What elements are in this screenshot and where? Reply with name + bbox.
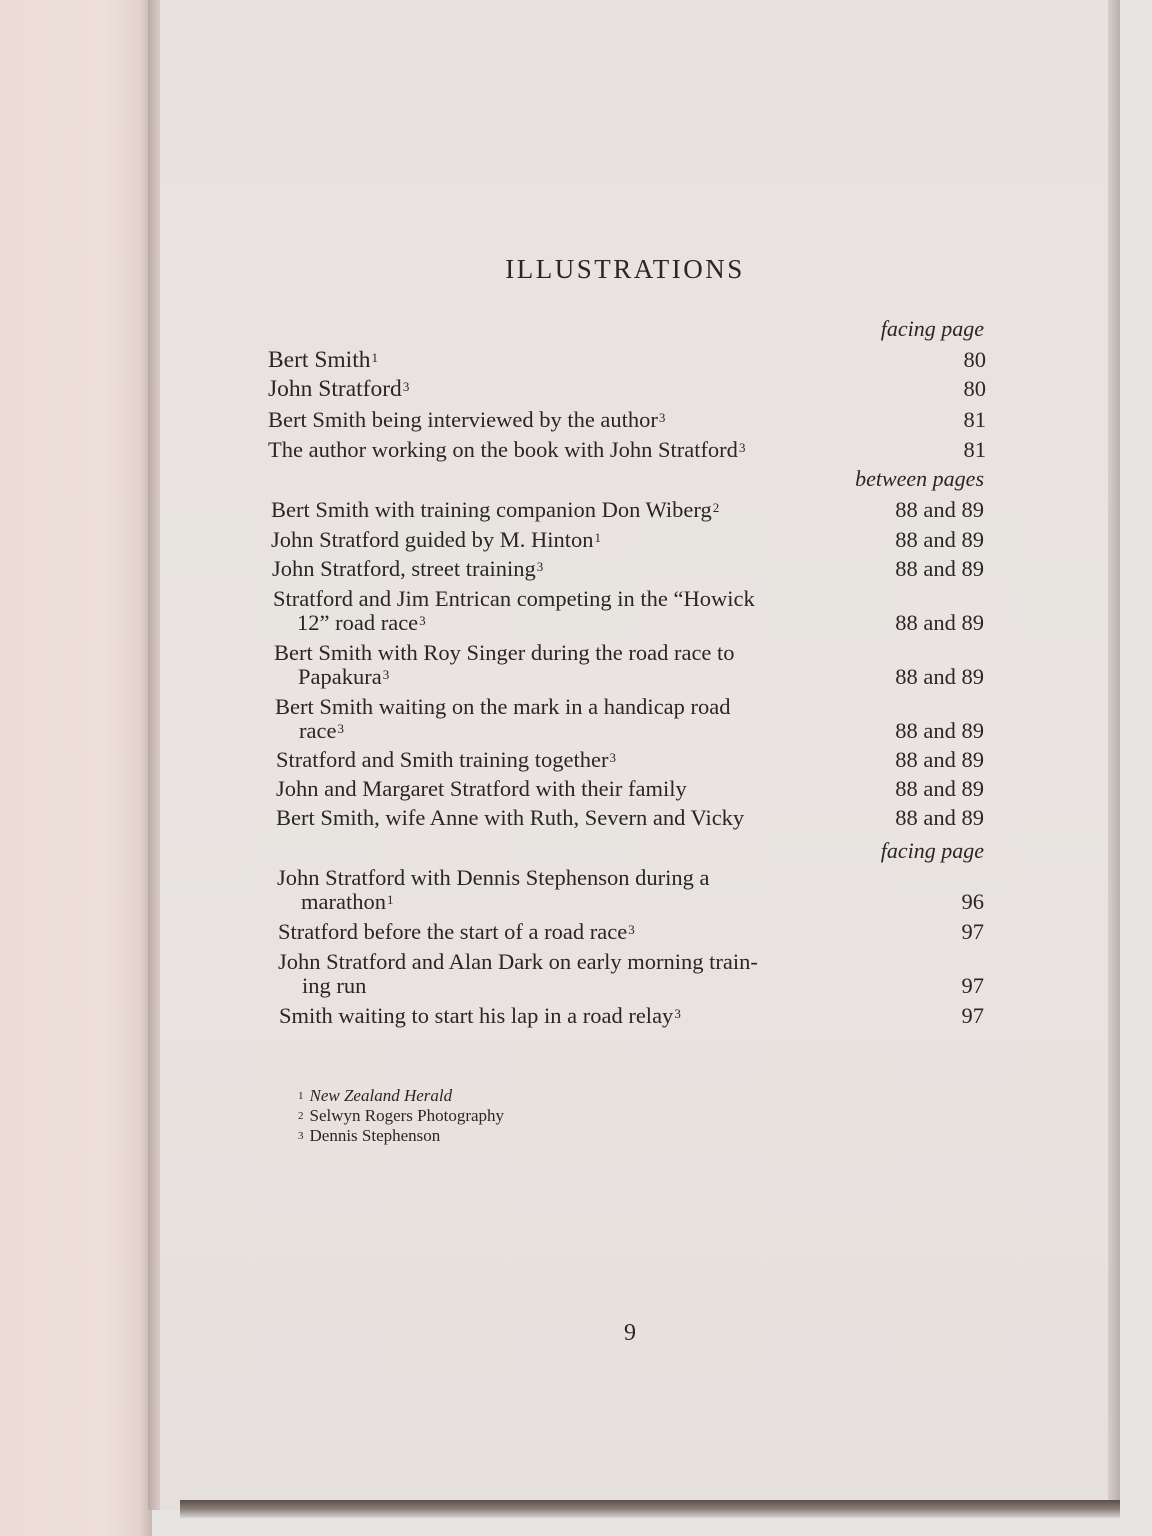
footnote-ref: 3 xyxy=(609,750,616,765)
footnote-ref: 3 xyxy=(738,440,746,455)
footnote xyxy=(298,1126,504,1146)
footnote-ref: 1 xyxy=(371,350,378,365)
entry-title: Stratford and Smith training together xyxy=(276,747,609,772)
entry-title-continued: ing run xyxy=(302,973,367,998)
page-title: ILLUSTRATIONS xyxy=(505,254,745,284)
footnotes xyxy=(298,1086,504,1146)
footnote-text: Selwyn Rogers Photography xyxy=(309,1106,505,1125)
entry-page: 88 and 89 xyxy=(895,776,984,801)
list-item xyxy=(277,866,984,914)
list-item xyxy=(271,528,984,552)
entry-page: 88 and 89 xyxy=(895,610,984,635)
entry-page: 88 and 89 xyxy=(895,556,984,581)
entry-title-continued: marathon xyxy=(301,889,386,914)
page-bottom-shadow xyxy=(180,1500,1120,1518)
list-item xyxy=(273,587,984,635)
entry-page: 81 xyxy=(963,437,986,462)
list-item xyxy=(272,557,984,581)
entry-page: 97 xyxy=(961,919,984,944)
entry-page: 88 and 89 xyxy=(895,805,984,830)
footnote-ref: 3 xyxy=(337,721,344,736)
footnote-ref: 1 xyxy=(386,892,394,907)
left-page xyxy=(0,0,152,1536)
entry-title: Stratford before the start of a road race xyxy=(278,919,628,944)
entry-page: 88 and 89 xyxy=(895,497,984,522)
entry-title: The author working on the book with John Stratford xyxy=(268,437,738,462)
entry-title: John and Margaret Stratford with their family xyxy=(276,776,687,801)
footnote-ref: 3 xyxy=(536,559,544,574)
footnote-number: 2 xyxy=(298,1110,304,1122)
footnote-ref: 3 xyxy=(382,667,390,682)
entry-title: Bert Smith, wife Anne with Ruth, Severn and Vicky xyxy=(276,805,745,830)
list-item xyxy=(276,777,984,801)
footnote-ref: 3 xyxy=(658,410,666,425)
list-item xyxy=(276,748,984,772)
entry-title: John Stratford, street training xyxy=(272,556,536,581)
list-item xyxy=(274,641,984,689)
list-item xyxy=(268,438,986,462)
entry-page: 88 and 89 xyxy=(895,718,984,743)
footnote-text: New Zealand Herald xyxy=(309,1086,453,1105)
entry-title: John Stratford xyxy=(268,376,402,402)
list-item xyxy=(278,950,984,998)
entry-title-continued: race xyxy=(299,718,337,743)
footnote-number: 1 xyxy=(298,1090,304,1102)
footnote-number: 3 xyxy=(298,1130,304,1142)
entry-page: 88 and 89 xyxy=(895,664,984,689)
entry-title: Bert Smith being interviewed by the author xyxy=(268,407,658,432)
entry-title: Bert Smith with training companion Don Wiberg xyxy=(271,497,712,522)
list-item xyxy=(278,920,984,944)
entry-page: 88 and 89 xyxy=(895,527,984,552)
entry-title: Bert Smith waiting on the mark in a handicap road xyxy=(275,694,731,719)
entry-title-continued: 12” road race xyxy=(297,610,419,635)
footnote-ref: 2 xyxy=(712,500,720,515)
entry-page: 81 xyxy=(963,407,986,432)
footnote-ref: 3 xyxy=(674,1006,681,1021)
footnote-text: Dennis Stephenson xyxy=(309,1126,441,1145)
entry-page: 88 and 89 xyxy=(895,747,984,772)
entry-title: John Stratford guided by M. Hinton xyxy=(271,527,594,552)
footnote-ref: 1 xyxy=(594,530,601,545)
list-item xyxy=(279,1004,984,1028)
entry-title: Bert Smith xyxy=(268,347,371,373)
entry-page: 80 xyxy=(963,376,986,401)
page-number: 9 xyxy=(624,1320,636,1346)
page-edge xyxy=(1108,0,1120,1510)
footnote-ref: 3 xyxy=(628,922,635,937)
facing-page-header: facing page xyxy=(880,316,984,341)
entry-title: John Stratford and Alan Dark on early morning train- xyxy=(278,949,758,974)
entry-title-continued: Papakura xyxy=(298,664,382,689)
entry-page: 97 xyxy=(961,973,984,998)
entry-page: 96 xyxy=(961,889,984,914)
entry-title: Bert Smith with Roy Singer during the road race to xyxy=(274,640,735,665)
footnote-ref: 3 xyxy=(402,379,410,394)
footnote-ref: 3 xyxy=(419,613,426,628)
list-item xyxy=(268,377,986,401)
list-item xyxy=(276,806,984,830)
entry-title: Smith waiting to start his lap in a road relay xyxy=(279,1003,674,1028)
facing-page-header-2: facing page xyxy=(880,838,984,863)
footnote xyxy=(298,1086,504,1106)
list-item xyxy=(268,348,986,372)
entry-page: 80 xyxy=(963,347,986,372)
between-pages-header: between pages xyxy=(855,466,984,491)
list-item xyxy=(271,498,984,522)
list-item xyxy=(268,408,986,432)
list-item xyxy=(275,695,984,743)
entry-title: Stratford and Jim Entrican competing in the “Howick xyxy=(273,586,755,611)
footnote xyxy=(298,1106,504,1126)
entry-page: 97 xyxy=(961,1003,984,1028)
entry-title: John Stratford with Dennis Stephenson during a xyxy=(277,865,710,890)
